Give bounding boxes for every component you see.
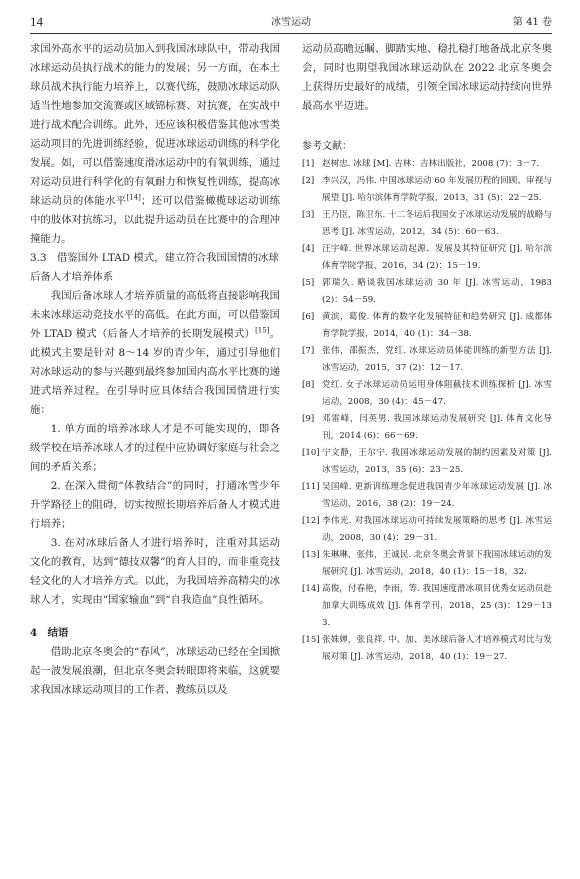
references-heading: 参考文献： (302, 141, 352, 152)
reference-item: [4] 汪宇峰. 世界冰球运动起源、发展及其特征研究 [J]. 哈尔滨体育学院学报，2016，34 (2)：15－19. (302, 244, 552, 271)
reference-item: [10] 宁文静，王尔宁. 我国冰球运动发展的制约因素及对策 [J]. 冰雪运动，2013，35 (6)：23－25. (302, 448, 552, 475)
paragraph-conclusion: 借助北京冬奥会的“春风”，冰球运动已经在全国掀起一波发展浪潮，但北京冬奥会转眼即将来临，这就要求我国冰球运动项目的工作者、教练员以及 (30, 646, 280, 696)
reference-item: [7] 张伟，邵振杰，党红. 冰球运动员体能训练的新型方法 [J]. 冰雪运动，2015，37 (2)：12－17. (302, 346, 552, 373)
reference-item: [11] 吴国峰. 更新训练理念促进我国青少年冰球运动发展 [J]. 冰雪运动，2016，38 (2)：19－24. (302, 482, 552, 509)
volume-label: 第 41 卷 (512, 17, 552, 28)
reference-item: [2] 李兴汉，冯伟. 中国冰球运动 60 年发展历程的回顾、审视与展望 [J]. 哈尔滨体育学院学报，2013，31 (5)：22－25. (302, 176, 552, 203)
list-item-2: 2. 在深入贯彻“体教结合”的同时，打通冰雪少年升学路径上的阻碍，切实按照长期培养后备人才模式进行培养； (30, 480, 280, 530)
paragraph-ltad: 我国后备冰球人才培养质量的高低将直接影响我国未来冰球运动竞技水平的高低。在此方面，可以借鉴国外 LTAD 模式（后备人才培养的长期发展模式）[15]。此模式主要是针对 8～14 岁的青少年，通过引导他们对冰球运动的参与兴趣到最终参加国内高水平比赛的递进式培养过程。在引导时应具体结合我国国情进行实施： (30, 290, 281, 416)
list-item-1: 1. 单方面的培养冰球人才是不可能实现的，即各级学校在培养冰球人才的过程中应协调好家庭与社会之间的矛盾关系； (30, 423, 280, 473)
running-header (30, 14, 552, 32)
page-number: 14 (30, 14, 43, 29)
right-column (302, 40, 552, 666)
reference-item: [1] 赵树忠. 冰球 [M]. 吉林：吉林出版社，2008 (7)：3－7. (302, 159, 540, 169)
citation-15: [15] (255, 326, 270, 335)
reference-item: [14] 高俊，付春艳，李雨，等. 我国速度滑冰项目优秀女运动员赴加拿大训练成效 [J]. 体育学刊，2018，25 (3)：129－133. (302, 584, 552, 628)
paragraph-conclusion-cont: 运动员高瞻远瞩、脚踏实地、稳扎稳打地备战北京冬奥会，同时也期望我国冰球运动队在 2022 北京冬奥会上获得历史最好的成绩，引领全国冰球运动持续向世界最高水平迈进。 (302, 43, 552, 112)
reference-item: [5] 郭瑞久. 略谈我国冰球运动 30 年 [J]. 冰雪运动，1983 (2)：54－59. (302, 278, 552, 305)
reference-item: [3] 王乃臣，陈卫东. 十二冬运后我国女子冰球运动发展的战略与思考 [J]. 冰雪运动，2012，34 (5)：60－63. (302, 210, 552, 237)
subsection-3-3-heading: 3.3 借鉴国外 LTAD 模式，建立符合我国国情的冰球后备人才培养体系 (30, 252, 279, 283)
list-item-3: 3. 在对冰球后备人才进行培养时，注重对其运动文化的教育，达到“德技双馨”的育人目的，而非重竞技轻文化的人才培养方式。以此，为我国培养高精尖的冰球人才，实现由“国家输血”到“自我造血”良性循环。 (30, 537, 280, 606)
reference-item: [9] 邓雷峰，闫英男. 我国冰球运动发展研究 [J]. 体育文化导刊，2014 (6)：66－69. (302, 414, 552, 441)
reference-item: [13] 朱琳琳，张伟，王诚民. 北京冬奥会背景下我国冰球运动的发展研究 [J]. 冰雪运动，2018，40 (1)：15－18，32. (302, 550, 552, 577)
left-column (30, 40, 280, 700)
reference-item: [6] 黄滨，葛俊. 体育的数字化发展特征和趋势研究 [J]. 成都体育学院学报，2014，40 (1)：34－38. (302, 312, 552, 339)
paragraph-continuation: 求国外高水平的运动员加入到我国冰球队中，带动我国冰球运动员执行战术的能力的发展；另一方面，在本土球员战术执行能力培养上，以赛代练，鼓励冰球运动队适当性地参加交流赛或区域锦标赛、对抗赛，在实战中进行战术配合训练。此外，还应该积极借鉴其他冰雪类运动项目的先进训练经验，促进冰球运动训练的科学化发展。如，可以借鉴速度滑冰运动中的有氧训练，通过对运动员进行科学化的有氧耐力和恢复性训练，提高冰球运动员的体能水平[14]；还可以借鉴橄榄球运动训练中的肢体对抗练习，以此提升运动员在比赛中的合理冲撞能力。 (30, 43, 281, 245)
journal-name: 冰雪运动 (271, 17, 311, 28)
reference-item: [12] 李伟光. 对我国冰球运动可持续发展策略的思考 [J]. 冰雪运动，2008，30 (4)：29－31. (302, 516, 552, 543)
reference-item: [8] 党红. 女子冰球运动员运用身体阻截技术训练探析 [J]. 冰雪运动，2008，30 (4)：45－47. (302, 380, 552, 407)
header-rule (30, 33, 552, 34)
reference-item: [15] 张姝婵，张良祥. 中、加、美冰球后备人才培养模式对比与发展对策 [J]. 冰雪运动，2018，40 (1)：19－27. (302, 635, 552, 662)
citation-14: [14] (126, 193, 141, 202)
references-list (302, 156, 552, 666)
section-4-heading: 4 结语 (30, 627, 69, 639)
